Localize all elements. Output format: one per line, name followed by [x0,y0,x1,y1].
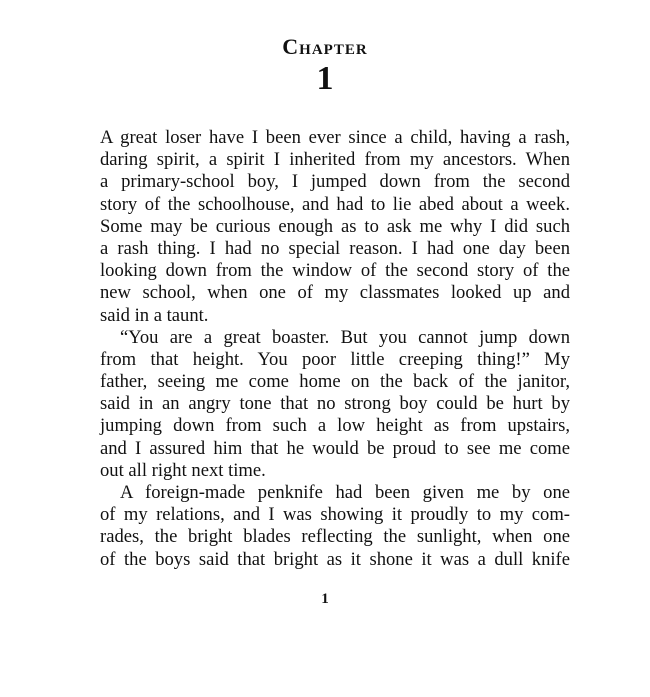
body-text [100,127,570,571]
text-line: a primary-school boy, I jumped down from the second [100,171,570,193]
text-line: a rash thing. I had no special reason. I had one day been [100,237,570,259]
text-line: said in an angry tone that no strong boy could be hurt by [100,393,570,415]
text-line: daring spirit, a spirit I inherited from my ancestors. When [100,149,570,171]
text-line: A great loser have I been ever since a child, having a rash, [100,127,570,148]
text-line: A foreign-made penknife had been given me by one [120,482,570,503]
text-line: story of the schoolhouse, and had to lie abed about a week. [100,193,570,215]
text-line: looking down from the window of the second story of the [100,260,570,282]
text-line: “You are a great boaster. But you cannot jump down [120,326,570,348]
text-line: rades, the bright blades reflecting the sunlight, when one [100,526,570,548]
chapter-heading: Chapter [282,34,368,59]
text-line: from that height. You poor little creeping thing!” My [100,348,570,370]
text-line: out all right next time. [100,459,266,481]
page-number: 1 [321,591,329,607]
text-line: father, seeing me come home on the back of the janitor, [100,371,570,393]
text-line: and I assured him that he would be proud to see me come [100,437,570,459]
text-line: jumping down from such a low height as from upstairs, [100,415,570,437]
text-line: Some may be curious enough as to ask me why I did such [100,215,570,237]
text-line: said in a taunt. [100,304,209,326]
chapter-number: 1 [316,60,334,97]
text-line: of the boys said that bright as it shone it was a dull knife [100,548,570,570]
text-line: new school, when one of my classmates looked up and [100,282,570,304]
text-line: of my relations, and I was showing it proudly to my com- [100,504,570,526]
